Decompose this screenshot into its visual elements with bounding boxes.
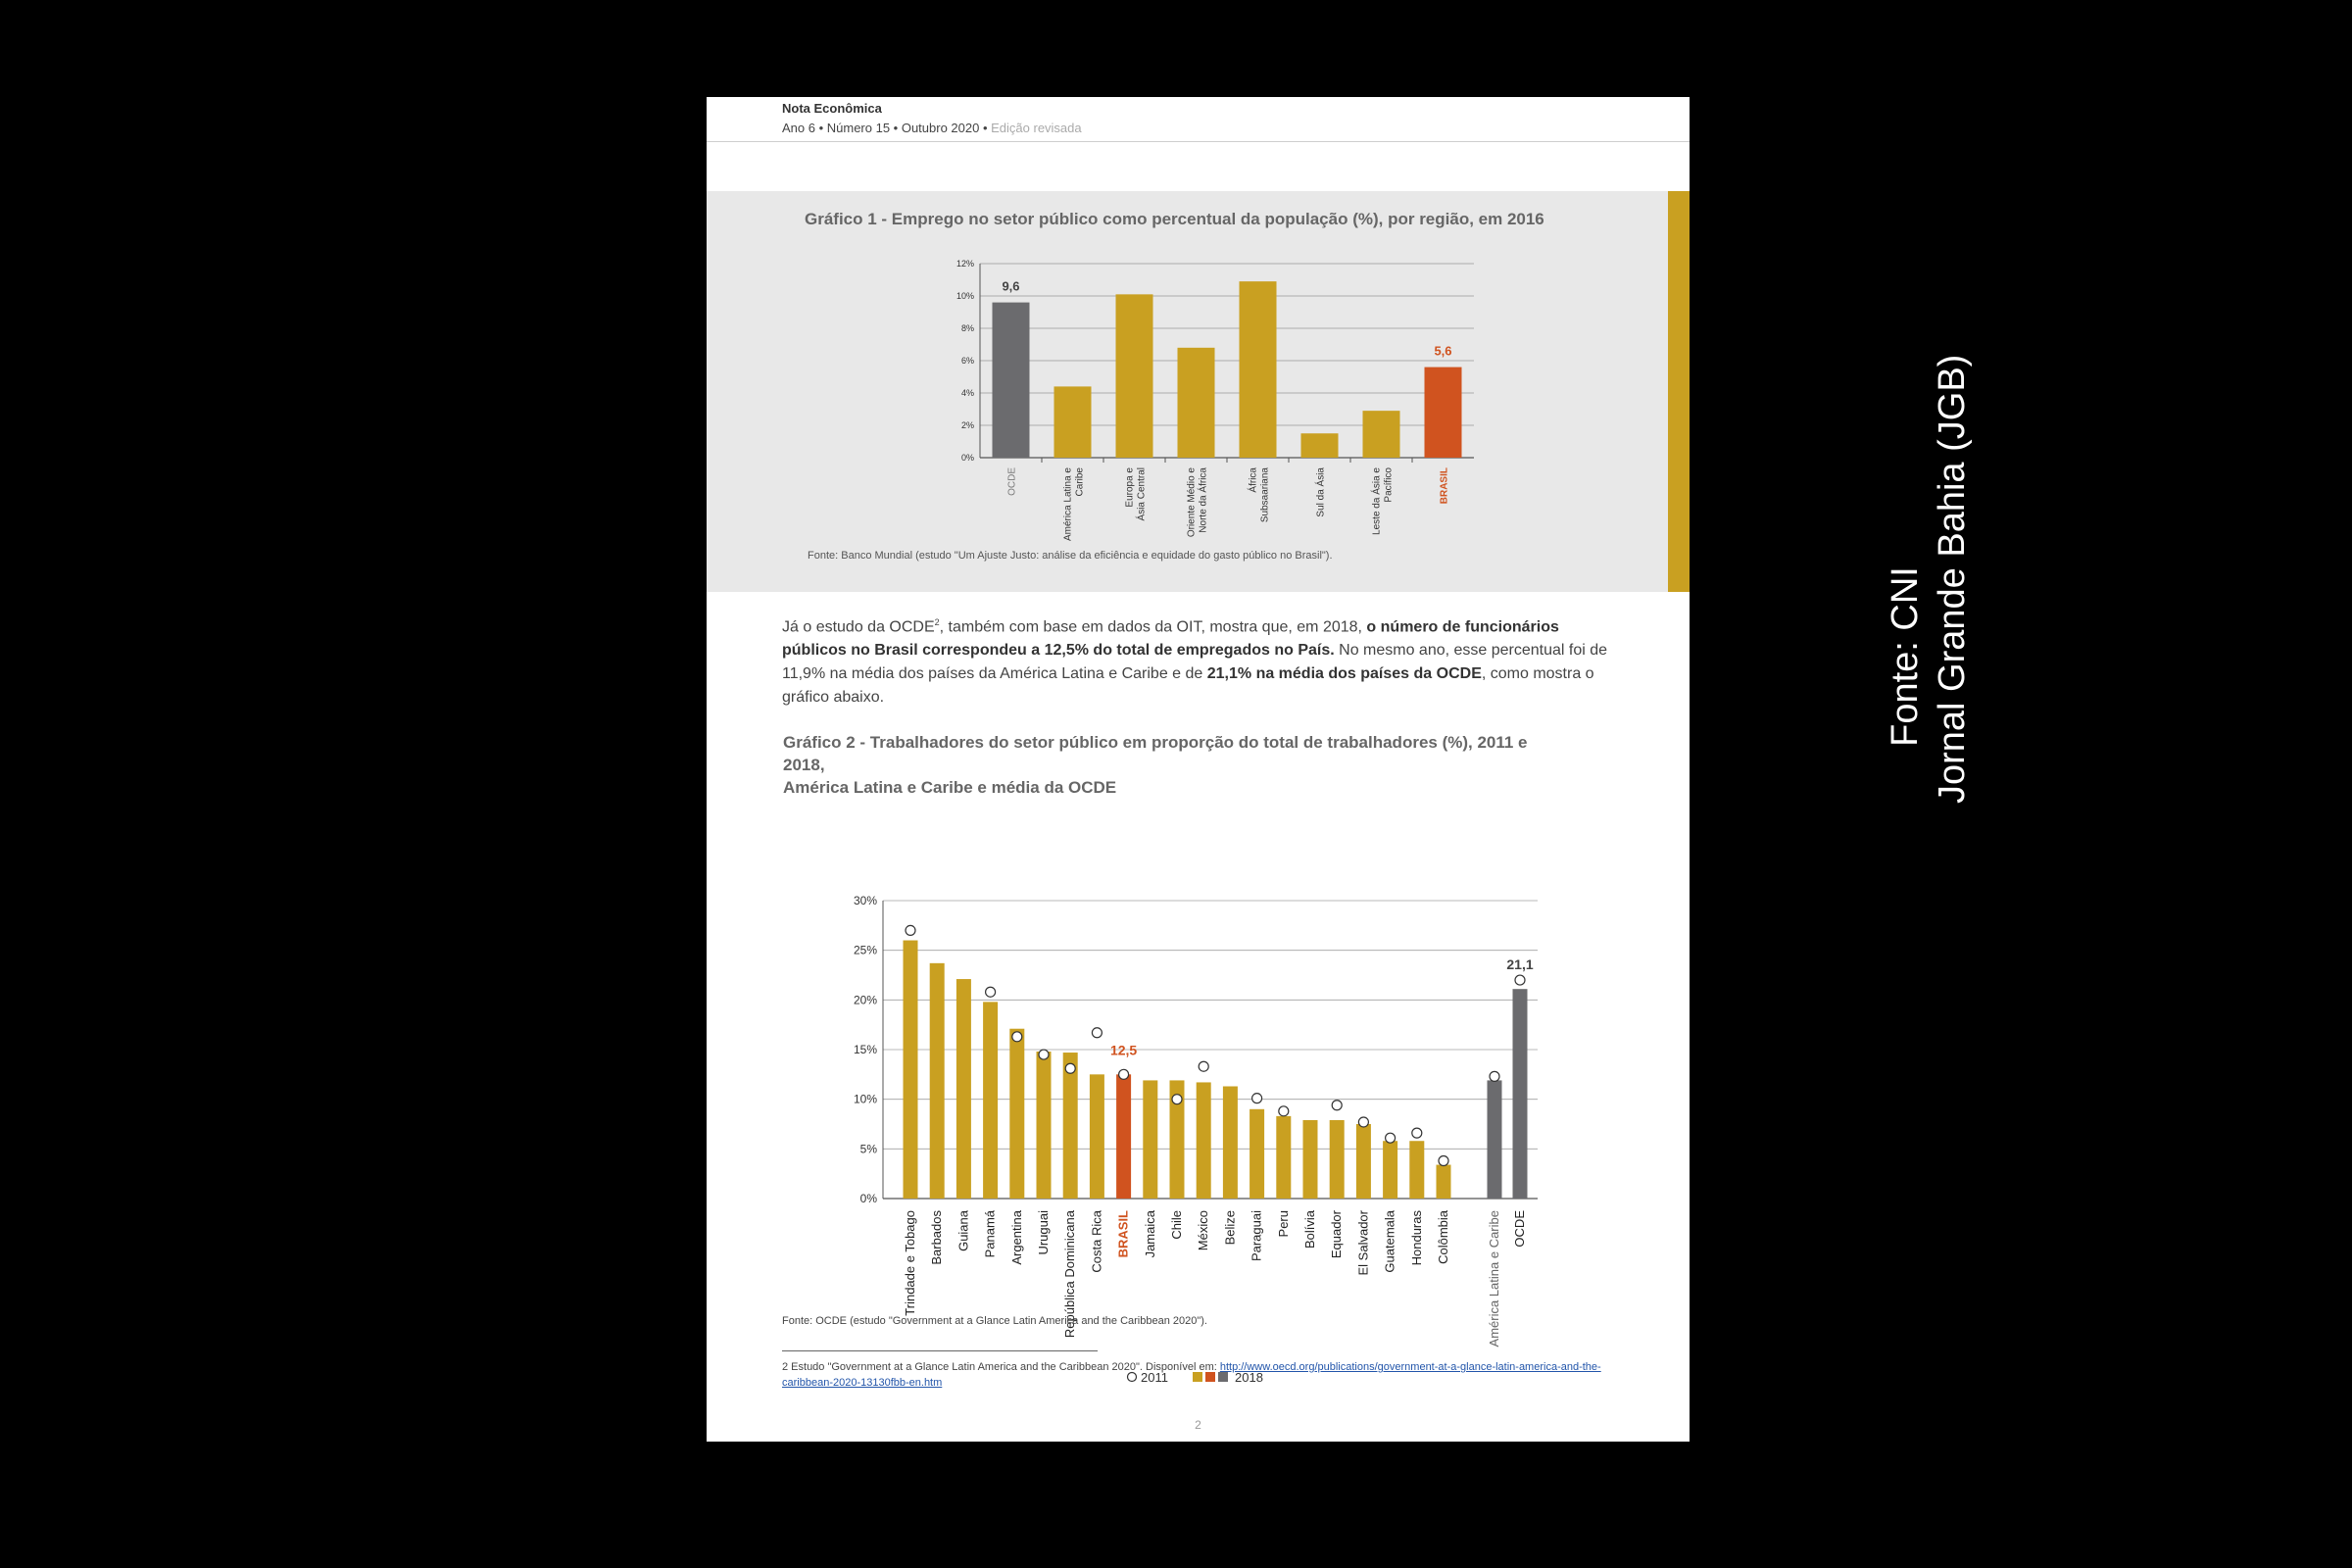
chart2-xlabel: Guatemala	[1382, 1210, 1397, 1273]
paragraph-text: , também com base em dados da OIT, mostra que, em 2018,	[939, 618, 1367, 636]
chart1-ytick: 12%	[956, 259, 974, 269]
chart1-xlabel-group	[1314, 467, 1327, 517]
chart2-marker-2011	[1119, 1069, 1129, 1079]
chart2-marker-2011	[1039, 1050, 1049, 1059]
chart2-marker-2011	[986, 987, 996, 997]
chart1-xlabel: Ásia Central	[1136, 467, 1148, 521]
chart1-xlabel-group	[1063, 467, 1086, 541]
chart2-bar	[1143, 1080, 1157, 1199]
chart2-ytick: 5%	[859, 1142, 877, 1156]
chart2-bar	[1037, 1052, 1052, 1199]
chart2-bar	[904, 941, 918, 1199]
chart1-xlabel-group	[1247, 467, 1271, 523]
chart2-marker-2011	[1252, 1094, 1262, 1103]
chart1-ytick: 4%	[960, 388, 974, 398]
chart2-bar	[1513, 989, 1528, 1199]
chart2-data-label: 12,5	[1109, 1042, 1138, 1058]
chart2-xlabel: Barbados	[929, 1210, 945, 1265]
chart2-title-line: América Latina e Caribe e média da OCDE	[783, 778, 1117, 797]
chart2-xlabel: Colômbia	[1436, 1210, 1450, 1264]
chart2-bar	[1276, 1116, 1291, 1199]
chart2-bar	[930, 963, 945, 1199]
chart1-xlabel-group	[1440, 467, 1450, 504]
chart2-xlabel: República Dominicana	[1062, 1210, 1078, 1339]
chart2-xlabel: Panamá	[982, 1210, 998, 1258]
chart2-bar	[956, 979, 971, 1199]
footnote-divider	[782, 1350, 1098, 1351]
chart2-xlabel: Equador	[1329, 1210, 1345, 1259]
chart2-xlabel: BRASIL	[1115, 1210, 1131, 1258]
legend-2018-label: 2018	[1235, 1370, 1263, 1385]
chart1-xlabel: Norte da África	[1198, 467, 1209, 533]
chart1-xlabel: Europa e	[1124, 467, 1136, 508]
chart2-bar	[1090, 1074, 1104, 1199]
chart2-bar	[1009, 1029, 1024, 1199]
chart2-marker-2011	[1386, 1133, 1396, 1143]
chart1-xlabel-group	[1007, 467, 1018, 496]
chart1-bar	[1425, 368, 1462, 458]
chart2-bar	[1197, 1082, 1211, 1199]
chart1-xlabel-group	[1187, 467, 1209, 538]
paragraph-bold: 21,1% na média dos países da OCDE	[1206, 665, 1482, 683]
credit-line: Fonte: CNI	[1885, 566, 1926, 747]
chart2-ytick: 25%	[853, 943, 877, 957]
chart2-bar	[1356, 1124, 1371, 1199]
publication-title: Nota Econômica	[782, 101, 882, 116]
paragraph-text: , como mostra o gráfico abaixo.	[782, 665, 1594, 707]
chart2-xlabel: Peru	[1275, 1210, 1291, 1238]
chart2-marker-2011	[1199, 1061, 1208, 1071]
chart1-ytick: 10%	[956, 291, 974, 301]
chart2-marker-2011	[1332, 1101, 1342, 1110]
chart2-bar	[1303, 1120, 1318, 1199]
page-number: 2	[1195, 1418, 1201, 1432]
chart2-bar	[1383, 1141, 1397, 1199]
chart2-bar	[1063, 1053, 1078, 1199]
chart1-xlabel: África	[1248, 467, 1259, 493]
footnote-ref: 2	[934, 617, 940, 627]
legend-2011-label: 2011	[1141, 1370, 1168, 1385]
issue-info: Ano 6 • Número 15 • Outubro 2020 •	[782, 121, 992, 135]
chart2-bar	[1437, 1165, 1451, 1199]
chart2-xlabel: Belize	[1222, 1210, 1238, 1246]
chart2-bar	[1116, 1074, 1131, 1199]
chart2-title-line: Gráfico 2 - Trabalhadores do setor público em proporção do total de trabalhadores (%), 2011 e 2018,	[783, 733, 1528, 774]
chart1-xlabel: Subsaariana	[1259, 467, 1271, 523]
chart2-ytick: 10%	[853, 1092, 877, 1106]
footnote-text: 2 Estudo "Government at a Glance Latin America and the Caribbean 2020". Disponível em:	[782, 1361, 1220, 1373]
chart2-marker-2011	[1358, 1117, 1368, 1127]
chart1-xlabel: Caribe	[1074, 467, 1086, 497]
chart2-bar	[1409, 1141, 1424, 1199]
chart2-xlabel: Jamaica	[1142, 1210, 1157, 1258]
chart2-marker-2011	[1515, 975, 1525, 985]
header-divider	[707, 141, 1690, 142]
body-paragraph	[782, 611, 1615, 710]
chart2-data-label: 21,1	[1506, 956, 1534, 973]
chart2-xlabel: Guiana	[956, 1210, 971, 1251]
chart1-xlabel-group	[1125, 467, 1148, 521]
chart2-ytick: 30%	[853, 894, 877, 907]
chart1-ytick: 2%	[960, 420, 974, 430]
chart1-bar	[1116, 294, 1153, 458]
chart2-xlabel: Honduras	[1408, 1210, 1424, 1266]
chart2-marker-2011	[1012, 1032, 1022, 1042]
chart1-bar	[1363, 411, 1400, 458]
chart2-xlabel: México	[1196, 1210, 1211, 1251]
chart1-bar	[1240, 281, 1277, 458]
chart2-xlabel: Trindade e Tobago	[903, 1210, 917, 1316]
revision-note: Edição revisada	[991, 121, 1082, 135]
chart2-marker-2011	[1172, 1095, 1182, 1104]
chart2-marker-2011	[1279, 1106, 1289, 1116]
chart2-bar	[1488, 1080, 1502, 1199]
chart1-bar	[1054, 386, 1092, 458]
chart1-xlabel: Leste da Ásia e	[1371, 467, 1383, 535]
chart1-xlabel-group	[1370, 467, 1395, 535]
footnote-link[interactable]: http://www.oecd.org/publications/government-at-a-glance-latin-america-and-the-caribbean-2020-13130fbb-en.htm	[782, 1361, 1601, 1389]
chart1-bar	[1178, 348, 1215, 458]
chart1-xlabel: América Latina e	[1062, 467, 1074, 542]
chart1-xlabel: Oriente Médio e	[1186, 467, 1198, 538]
paragraph-text: Já o estudo da OCDE	[782, 618, 935, 636]
chart1-xlabel: Sul da Ásia	[1315, 467, 1327, 517]
chart1-source: Fonte: Banco Mundial (estudo "Um Ajuste Justo: análise da eficiência e equidade do gasto público no Brasil").	[808, 550, 1333, 562]
chart2-xlabel: Chile	[1169, 1210, 1184, 1240]
chart1-ytick: 6%	[960, 356, 974, 366]
chart2-marker-2011	[1065, 1063, 1075, 1073]
chart2-xlabel: Bolívia	[1302, 1210, 1317, 1250]
chart2-bar	[1330, 1120, 1345, 1199]
chart2-marker-2011	[1092, 1028, 1102, 1038]
chart1-plot	[707, 191, 1668, 592]
paragraph-bold: o número de funcionários públicos no Brasil correspondeu a 12,5% do total de empregados no País.	[782, 618, 1559, 660]
chart1-title: Gráfico 1 - Emprego no setor público como percentual da população (%), por região, em 2016	[805, 210, 1544, 228]
chart2-marker-2011	[906, 925, 915, 935]
chart2-marker-2011	[1412, 1128, 1422, 1138]
accent-bar	[1668, 191, 1690, 592]
publication-issue	[782, 121, 1082, 135]
chart2-xlabel: OCDE	[1512, 1210, 1527, 1248]
chart2-ytick: 15%	[853, 1043, 877, 1056]
chart2-marker-2011	[1439, 1155, 1448, 1165]
chart2-bar	[983, 1002, 998, 1199]
chart1-xlabel: Pacífico	[1383, 467, 1395, 503]
chart2-ytick: 0%	[859, 1192, 877, 1205]
chart2-bar	[1223, 1086, 1238, 1199]
chart1-data-label: 5,6	[1434, 343, 1452, 359]
image-credit	[1882, 354, 1980, 804]
chart1-bar	[1301, 433, 1339, 458]
footnote	[782, 1359, 1625, 1391]
paragraph-text: No mesmo ano, esse percentual foi de 11,9% na média dos países da América Latina e Caribe e de	[782, 642, 1608, 683]
document-page	[707, 97, 1690, 1442]
chart2-xlabel: Paraguai	[1249, 1210, 1264, 1262]
chart1-ytick: 0%	[960, 453, 974, 463]
chart2-xlabel: América Latina e Caribe	[1487, 1210, 1501, 1348]
chart1-xlabel: OCDE	[1006, 467, 1018, 496]
chart1-xlabel: BRASIL	[1439, 467, 1450, 505]
chart2-xlabel: Costa Rica	[1089, 1210, 1104, 1273]
chart2-bar	[1250, 1109, 1264, 1199]
chart2-xlabel: Uruguai	[1036, 1210, 1051, 1255]
credit-line: Jornal Grande Bahia (JGB)	[1932, 354, 1973, 804]
chart2-ytick: 20%	[853, 993, 877, 1007]
chart1-bar	[993, 303, 1030, 458]
chart2-xlabel: Argentina	[1008, 1210, 1024, 1265]
chart1-ytick: 8%	[960, 323, 974, 333]
chart2-marker-2011	[1490, 1071, 1499, 1081]
chart1-data-label: 9,6	[1002, 278, 1020, 294]
chart2-xlabel: El Salvador	[1355, 1210, 1371, 1276]
chart2-source: Fonte: OCDE (estudo "Government at a Glance Latin America and the Caribbean 2020").	[782, 1315, 1207, 1327]
